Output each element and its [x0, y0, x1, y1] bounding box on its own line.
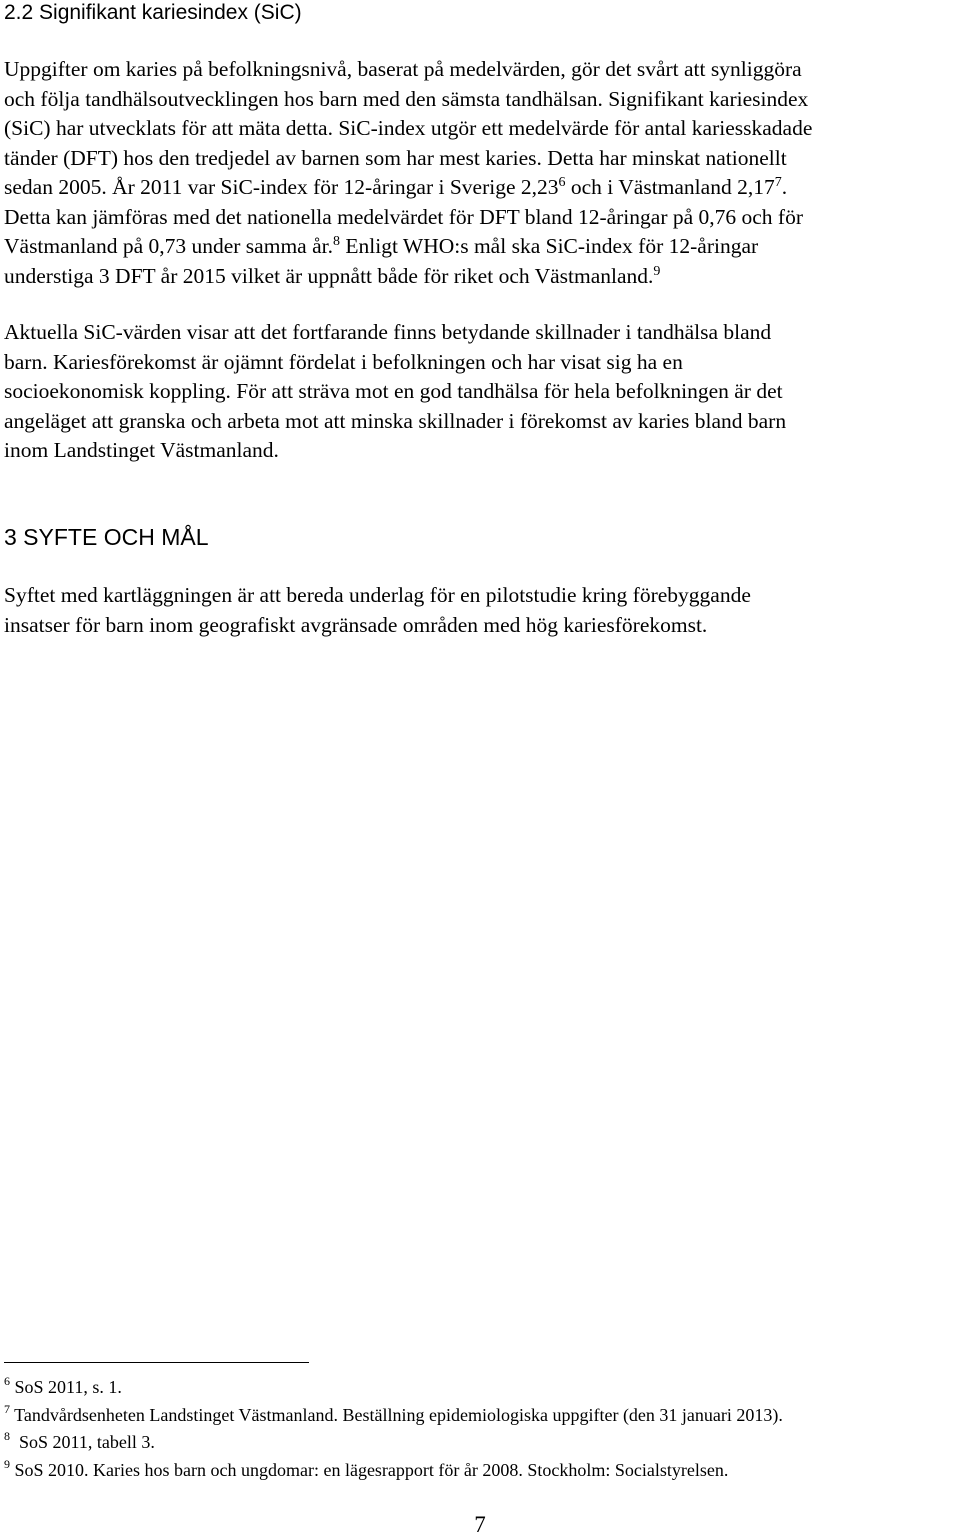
- footnote-ref-9: 9: [653, 263, 661, 279]
- footnote-7: [4, 1402, 954, 1430]
- footnote-number: 9: [4, 1456, 10, 1471]
- text-line: Detta kan jämföras med det nationella medelvärdet för DFT bland 12-åringar på 0,76 och för: [4, 204, 804, 229]
- text-segment: .: [781, 175, 788, 199]
- text-line: [4, 173, 954, 203]
- text-line: Uppgifter om karies på befolkningsnivå, baserat på medelvärden, gör det svårt att synliggöra: [4, 57, 802, 81]
- text-segment: och i Västmanland 2,17: [565, 175, 775, 199]
- footnote-text: SoS 2010. Karies hos barn och ungdomar: en lägesrapport för år 2008. Stockholm: Socialstyrelsen.: [10, 1459, 729, 1480]
- footnote-6: [4, 1374, 954, 1402]
- text-segment: Enligt WHO:s mål ska SiC-index för 12-åringar: [339, 234, 759, 258]
- section-heading-3: 3 SYFTE OCH MÅL: [4, 524, 209, 550]
- paragraph-sic-current-values: [4, 318, 954, 466]
- footnote-text: SoS 2011, s. 1.: [10, 1377, 122, 1397]
- text-line: [4, 262, 954, 292]
- text-line: angeläget att granska och arbeta mot att minska skillnader i förekomst av karies bland barn: [4, 408, 787, 433]
- text-segment: sedan 2005. År 2011 var SiC-index för 12-åringar i Sverige 2,23: [4, 175, 559, 199]
- text-line: Aktuella SiC-värden visar att det fortfarande finns betydande skillnader i tandhälsa bland: [4, 320, 772, 344]
- paragraph-sic-intro: [4, 55, 954, 291]
- text-segment: Västmanland på 0,73 under samma år.: [4, 234, 333, 258]
- footnote-8: [4, 1429, 954, 1457]
- text-line: (SiC) har utvecklats för att mäta detta. SiC-index utgör ett medelvärde för antal kariesskadade: [4, 116, 813, 140]
- footnote-ref-7: 7: [774, 175, 782, 190]
- text-line: [4, 232, 954, 262]
- text-line: inom Landstinget Västmanland.: [4, 438, 279, 462]
- footnotes: [4, 1374, 954, 1484]
- footnote-text: SoS 2011, tabell 3.: [10, 1432, 155, 1452]
- footnote-ref-6: 6: [558, 175, 566, 190]
- footnote-text: Tandvårdsenheten Landstinget Västmanland. Beställning epidemiologiska uppgifter (den 31 januari 2013).: [10, 1404, 783, 1425]
- text-line: barn. Kariesförekomst är ojämnt fördelat i befolkningen och har visat sig ha en: [4, 349, 683, 374]
- text-line: Syftet med kartläggningen är att bereda underlag för en pilotstudie kring förebyggande: [4, 583, 751, 607]
- footnote-9: [4, 1457, 954, 1485]
- footnote-number: 7: [4, 1401, 10, 1416]
- text-line: insatser för barn inom geografiskt avgränsade områden med hög kariesförekomst.: [4, 612, 708, 637]
- text-line: och följa tandhälsoutvecklingen hos barn med den sämsta tandhälsan. Signifikant kariesindex: [4, 86, 809, 111]
- text-segment: understiga 3 DFT år 2015 vilket är uppnått både för riket och Västmanland.: [4, 263, 654, 288]
- footnote-number: 8: [4, 1429, 10, 1443]
- section-heading-2-2: 2.2 Signifikant kariesindex (SiC): [4, 1, 302, 24]
- footnote-number: 6: [4, 1374, 10, 1388]
- text-line: socioekonomisk koppling. För att sträva mot en god tandhälsa för hela befolkningen är det: [4, 379, 783, 403]
- paragraph-purpose: [4, 581, 954, 640]
- footnote-divider: [4, 1362, 309, 1363]
- footnote-ref-8: 8: [332, 234, 340, 249]
- page-number: 7: [474, 1512, 486, 1537]
- text-line: tänder (DFT) hos den tredjedel av barnen som har mest karies. Detta har minskat nationellt: [4, 145, 787, 170]
